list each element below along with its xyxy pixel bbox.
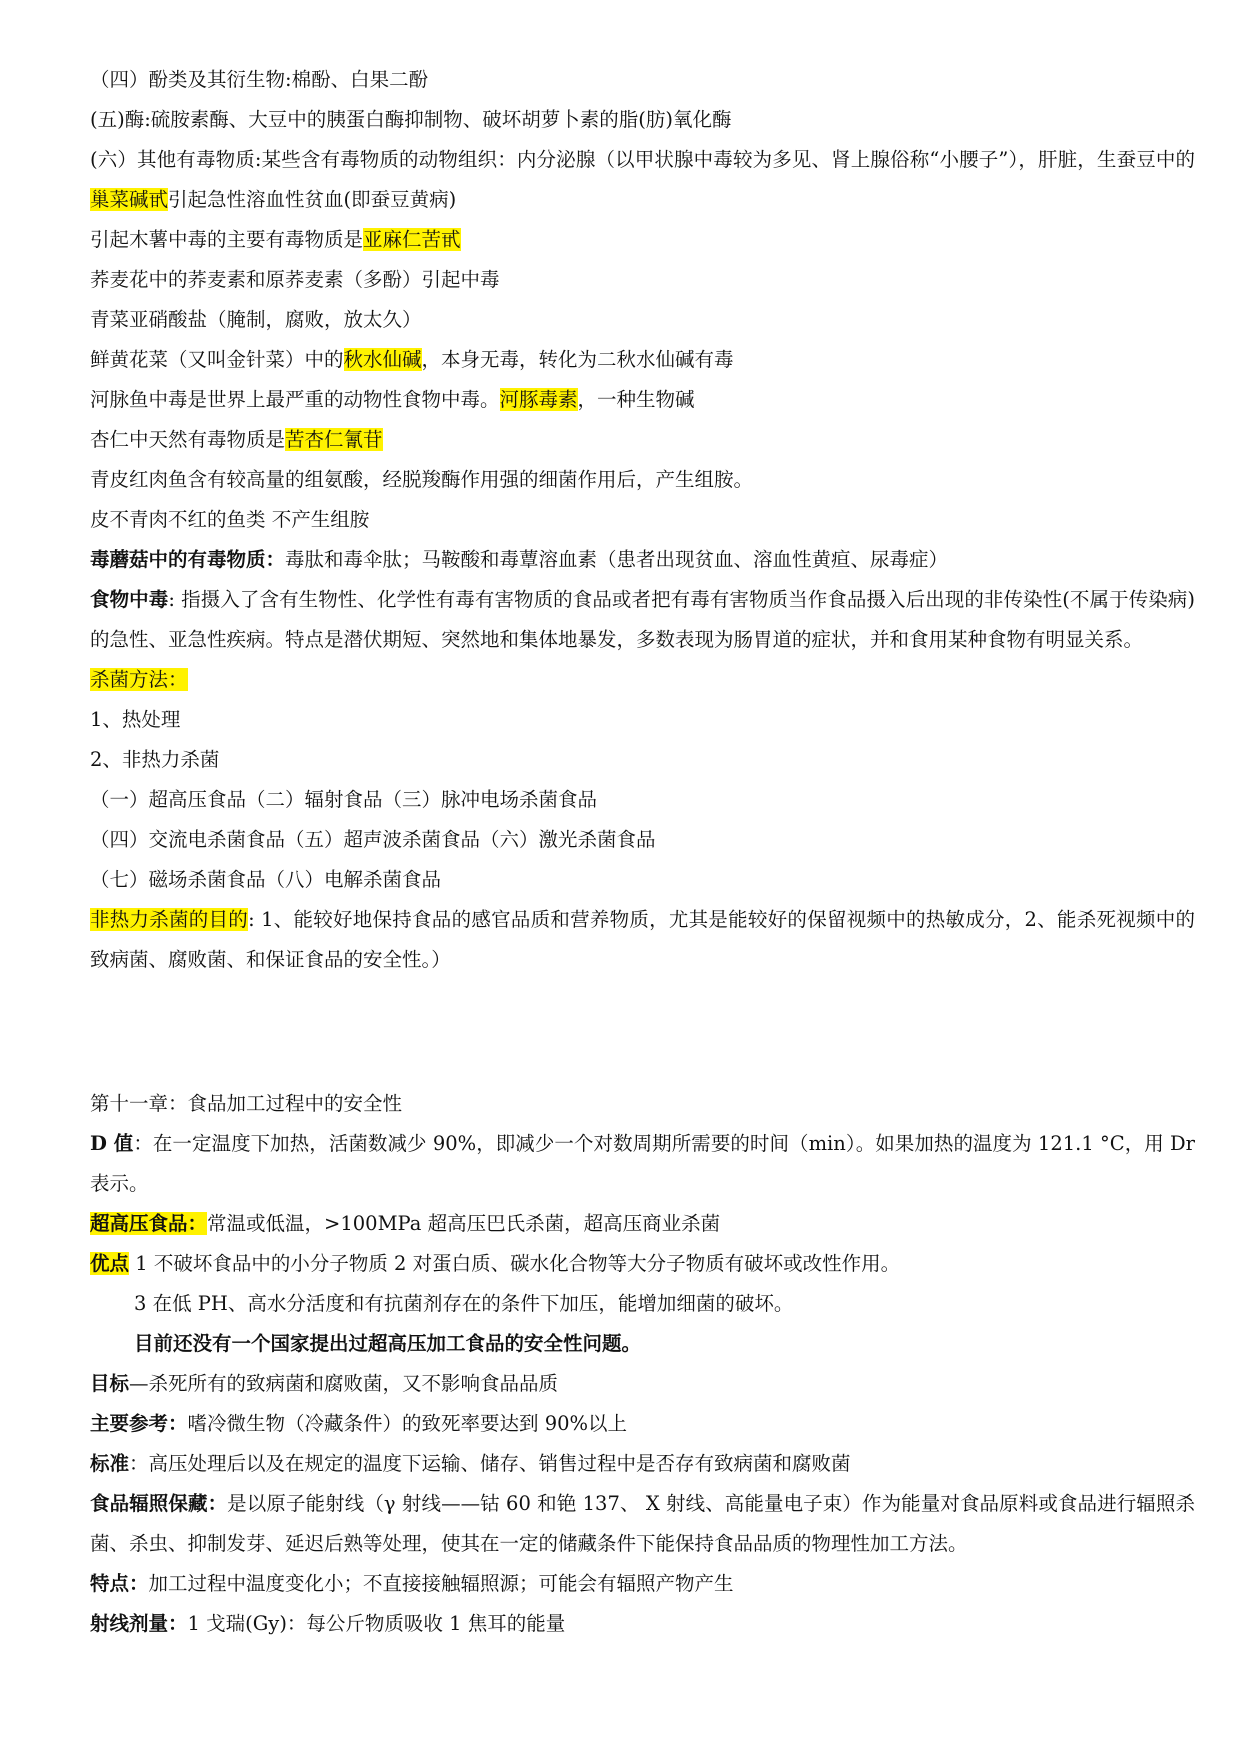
text-span: 3 在低 PH、高水分活度和有抗菌剂存在的条件下加压，能增加细菌的破坏。 [134, 1292, 794, 1315]
bold-term: 标准 [90, 1452, 130, 1475]
text-span: 青菜亚硝酸盐（腌制，腐败，放太久） [90, 308, 422, 331]
text-line [90, 1324, 1200, 1364]
text-line [90, 380, 1200, 420]
text-span: ，本身无毒，转化为二秋水仙碱有毒 [421, 348, 734, 371]
text-span: （七）磁场杀菌食品（八）电解杀菌食品 [90, 868, 442, 891]
text-span: 引起急性溶血性贫血(即蚕豆黄病) [168, 188, 457, 211]
text-line [90, 100, 1200, 140]
document-page [90, 60, 1200, 1644]
text-span: ：高压处理后以及在规定的温度下运输、储存、销售过程中是否存有致病菌和腐败菌 [129, 1452, 851, 1475]
text-span: —杀死所有的致病菌和腐败菌，又不影响食品品质 [129, 1372, 559, 1395]
chapter-heading [90, 1084, 1200, 1124]
text-line [90, 340, 1200, 380]
text-paragraph [90, 1124, 1195, 1204]
text-span: （四）交流电杀菌食品（五）超声波杀菌食品（六）激光杀菌食品 [90, 828, 656, 851]
text-paragraph [90, 900, 1195, 980]
text-line [90, 1204, 1200, 1244]
text-span: 青皮红肉鱼含有较高量的组氨酸，经脱羧酶作用强的细菌作用后，产生组胺。 [90, 468, 754, 491]
text-span: (六）其他有毒物质:某些含有毒物质的动物组织：内分泌腺（以甲状腺中毒较为多见、肾上腺俗称“小腰子”），肝脏，生蚕豆中的 [90, 148, 1195, 171]
text-span: 皮不青肉不红的鱼类 不产生组胺 [90, 508, 370, 531]
text-paragraph [90, 1484, 1195, 1564]
highlighted-heading: 杀菌方法： [90, 668, 188, 691]
text-span: 1 不破坏食品中的小分子物质 2 对蛋白质、碳水化合物等大分子物质有破坏或改性作用。 [129, 1252, 901, 1275]
text-line [90, 1444, 1200, 1484]
text-line [90, 60, 1200, 100]
text-span: ，一种生物碱 [577, 388, 695, 411]
highlighted-term: 苦杏仁氰苷 [285, 428, 383, 451]
text-line [90, 220, 1200, 260]
text-span: 1、热处理 [90, 708, 181, 731]
text-paragraph [90, 580, 1195, 660]
spacer [90, 980, 1200, 1084]
highlighted-term: 非热力杀菌的目的 [90, 908, 249, 931]
text-line [90, 260, 1200, 300]
text-span: 2、非热力杀菌 [90, 748, 220, 771]
text-line [90, 820, 1200, 860]
text-line [90, 780, 1200, 820]
highlighted-term: 秋水仙碱 [343, 348, 422, 371]
text-line [90, 1404, 1200, 1444]
text-span: 是以原子能射线（γ 射线——钴 60 和铯 137、 X 射线、高能量电子束）作为能量对食品原料或食品进行辐照杀菌、杀虫、抑制发芽、延迟后熟等处理，使其在一定的储藏条件下能保持食品品质的物理性加工方法。 [90, 1492, 1195, 1555]
text-span: 荞麦花中的荞麦素和原荞麦素（多酚）引起中毒 [90, 268, 500, 291]
text-span: (五)酶:硫胺素酶、大豆中的胰蛋白酶抑制物、破坏胡萝卜素的脂(肪)氧化酶 [90, 108, 732, 131]
text-span: : 指摄入了含有生物性、化学性有毒有害物质的食品或者把有毒有害物质当作食品摄入后出现的非传染性(不属于传染病)的急性、亚急性疾病。特点是潜伏期短、突然地和集体地暴发，多数表现为肠胃道的症状，并和食用某种食物有明显关系。 [90, 588, 1195, 651]
text-span: ：在一定温度下加热，活菌数减少 90%，即减少一个对数周期所需要的时间（min）。如果加热的温度为 121.1 °C，用 Dr 表示。 [90, 1132, 1196, 1195]
text-line [90, 660, 1200, 700]
bold-term: 毒蘑菇中的有毒物质： [90, 548, 286, 571]
text-span: 加工过程中温度变化小；不直接接触辐照源；可能会有辐照产物产生 [148, 1572, 734, 1595]
text-span: 嗜冷微生物（冷藏条件）的致死率要达到 90%以上 [187, 1412, 628, 1435]
highlighted-term: 优点 [90, 1252, 130, 1275]
text-line [90, 1564, 1200, 1604]
text-line [90, 300, 1200, 340]
highlighted-term: 超高压食品： [90, 1212, 208, 1235]
text-line [90, 460, 1200, 500]
highlighted-term: 亚麻仁苦甙 [363, 228, 461, 251]
bold-statement: 目前还没有一个国家提出过超高压加工食品的安全性问题。 [134, 1332, 642, 1355]
bold-term: 特点： [90, 1572, 149, 1595]
text-span: （一）超高压食品（二）辐射食品（三）脉冲电场杀菌食品 [90, 788, 598, 811]
text-span: 杏仁中天然有毒物质是 [90, 428, 286, 451]
text-line [90, 500, 1200, 540]
text-line [90, 860, 1200, 900]
bold-term: 食品辐照保藏： [90, 1492, 228, 1515]
text-line [90, 1284, 1200, 1324]
text-line [90, 700, 1200, 740]
text-span: 引起木薯中毒的主要有毒物质是 [90, 228, 364, 251]
bold-term: 食物中毒 [90, 588, 169, 611]
text-line [90, 740, 1200, 780]
text-line [90, 1604, 1200, 1644]
text-span: : 1、能较好地保持食品的感官品质和营养物质，尤其是能较好的保留视频中的热敏成分，2、能杀死视频中的致病菌、腐败菌、和保证食品的安全性。） [90, 908, 1195, 971]
text-line [90, 1364, 1200, 1404]
text-line [90, 420, 1200, 460]
bold-term: 目标 [90, 1372, 130, 1395]
highlighted-term: 巢菜碱甙 [90, 188, 169, 211]
text-span: 第十一章：食品加工过程中的安全性 [90, 1092, 403, 1115]
bold-term: D 值 [90, 1132, 134, 1155]
bold-term: 主要参考： [90, 1412, 188, 1435]
text-span: 1 戈瑞(Gy)：每公斤物质吸收 1 焦耳的能量 [187, 1612, 566, 1635]
text-span: 常温或低温，>100MPa 超高压巴氏杀菌，超高压商业杀菌 [207, 1212, 721, 1235]
text-span: 河脉鱼中毒是世界上最严重的动物性食物中毒。 [90, 388, 500, 411]
text-line [90, 1244, 1200, 1284]
text-span: 毒肽和毒伞肽；马鞍酸和毒蕈溶血素（患者出现贫血、溶血性黄疸、尿毒症） [285, 548, 949, 571]
text-paragraph [90, 140, 1195, 220]
highlighted-term: 河豚毒素 [499, 388, 578, 411]
text-span: 鲜黄花菜（又叫金针菜）中的 [90, 348, 344, 371]
bold-term: 射线剂量： [90, 1612, 188, 1635]
text-line [90, 540, 1200, 580]
text-span: （四）酚类及其衍生物:棉酚、白果二酚 [90, 68, 429, 91]
